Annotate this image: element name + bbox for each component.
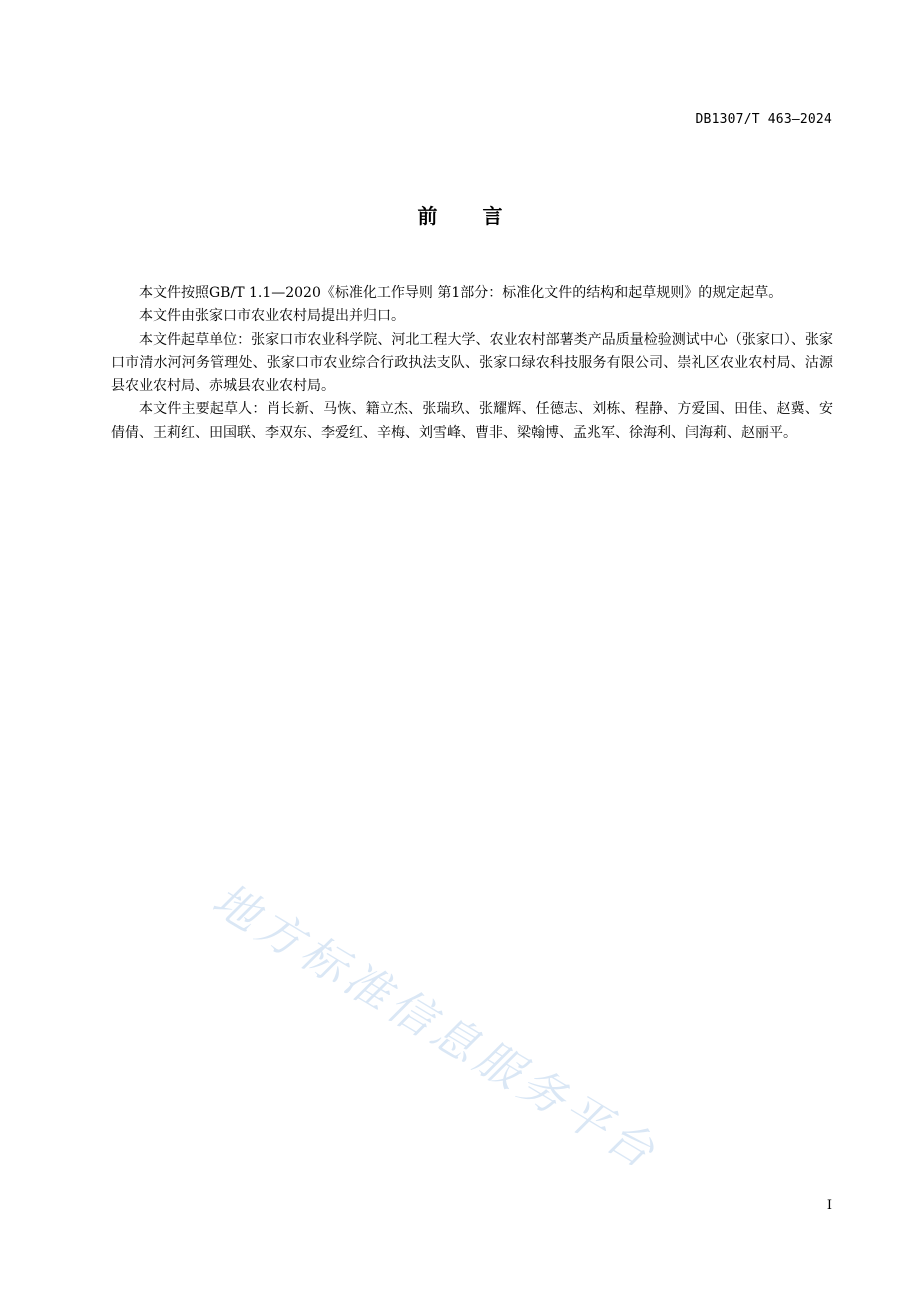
page-title: 前言 <box>417 204 548 228</box>
paragraph-drafters: 本文件主要起草人：肖长新、马恢、籍立杰、张瑞玖、张耀辉、任德志、刘栋、程静、方爱国、田佳、赵冀、安倩倩、王莉红、田国联、李双东、李爱红、辛梅、刘雪峰、曹非、梁翰博、孟兆军、徐海利、闫海莉、赵丽平。 <box>111 401 833 441</box>
foreword-body <box>111 282 833 445</box>
paragraph-drafting-units: 本文件起草单位：张家口市农业科学院、河北工程大学、农业农村部薯类产品质量检验测试中心（张家口）、张家口市清水河河务管理处、张家口市农业综合行政执法支队、张家口绿农科技服务有限公司、崇礼区农业农村局、沽源县农业农村局、赤城县农业农村局。 <box>111 331 833 395</box>
watermark: 地方标准信息服务平台 <box>203 872 669 1181</box>
document-code: DB1307/T 463—2024 <box>695 112 832 127</box>
paragraph-drafting-rules: 本文件按照GB/T 1.1—2020《标准化工作导则 第1部分：标准化文件的结构和起草规则》的规定起草。 <box>139 285 783 301</box>
page-number: I <box>826 1198 832 1213</box>
paragraph-proposer: 本文件由张家口市农业农村局提出并归口。 <box>139 308 405 325</box>
